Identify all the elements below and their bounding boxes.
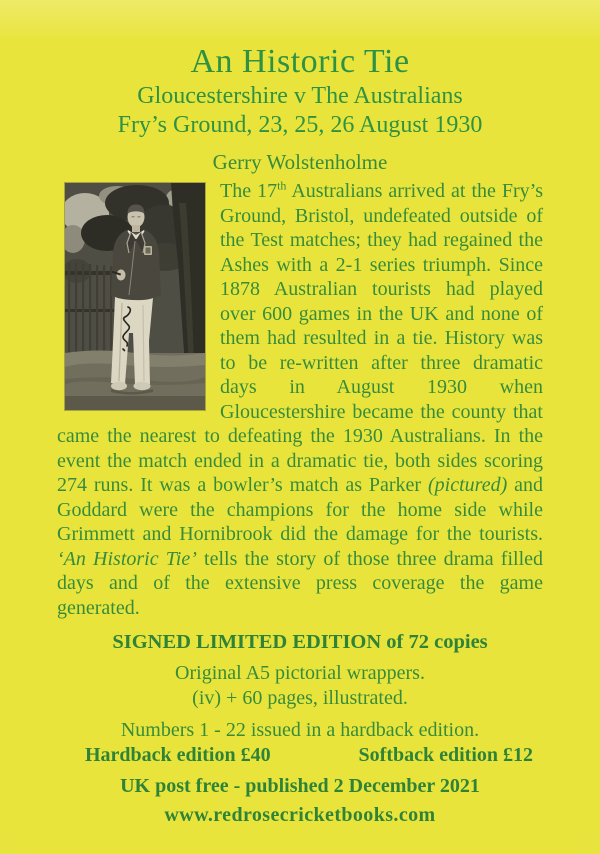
book-title-inline: ‘An Historic Tie’ xyxy=(57,547,197,570)
body-after-pictured-text: and Goddard were the champions for the home side while Grimmett and Hornibrook did the damage for the tourists. xyxy=(57,474,544,545)
numbers-line: Numbers 1 - 22 issued in a hardback edition. xyxy=(120,719,480,741)
price-row xyxy=(57,743,543,768)
post-free-line: UK post free - published 2 December 2021 xyxy=(120,775,480,797)
pages-line: (iv) + 60 pages, illustrated. xyxy=(192,687,408,709)
wrappers-line: Original A5 pictorial wrappers. xyxy=(175,662,425,684)
cricketer-photo xyxy=(65,183,205,410)
body-closing-text: tells the story of those three drama filled days and of the extensive press coverage the game generated. xyxy=(57,547,544,619)
format-block xyxy=(57,661,543,711)
softback-price: Softback edition £12 xyxy=(358,744,533,766)
hardback-price: Hardback edition £40 xyxy=(85,744,271,766)
page-title: An Historic Tie xyxy=(190,43,410,80)
pictured-note: (pictured) xyxy=(428,474,508,496)
subtitle-match: Gloucestershire v The Australians xyxy=(137,83,463,109)
body-intro-text: The 17 xyxy=(220,180,278,202)
description-block xyxy=(57,179,543,620)
body-main-text: Australians arrived at the Fry’s Ground, Bristol, undefeated outside of the Test matches; they had regained the Ashes with a 2-1 series triumph. Since 1878 Australian tourists had played over 600 games in the UK and none of them had resulted in a tie. History was to be re-written after three dramatic days in August 1930 when Gloucestershire became the county that came the nearest to defeating the 1930 Australians. In the event the match ended in a dramatic tie, both sides scoring 274 runs. It was a bowler’s match as Parker xyxy=(57,180,543,496)
website-url: www.redrosecricketbooks.com xyxy=(164,804,436,826)
cricketer-photo-illustration xyxy=(65,183,205,410)
author-name: Gerry Wolstenholme xyxy=(212,150,388,174)
signed-edition-line: SIGNED LIMITED EDITION of 72 copies xyxy=(112,631,488,653)
subtitle-venue-date: Fry’s Ground, 23, 25, 26 August 1930 xyxy=(117,112,483,138)
ordinal-suffix: th xyxy=(277,178,287,193)
